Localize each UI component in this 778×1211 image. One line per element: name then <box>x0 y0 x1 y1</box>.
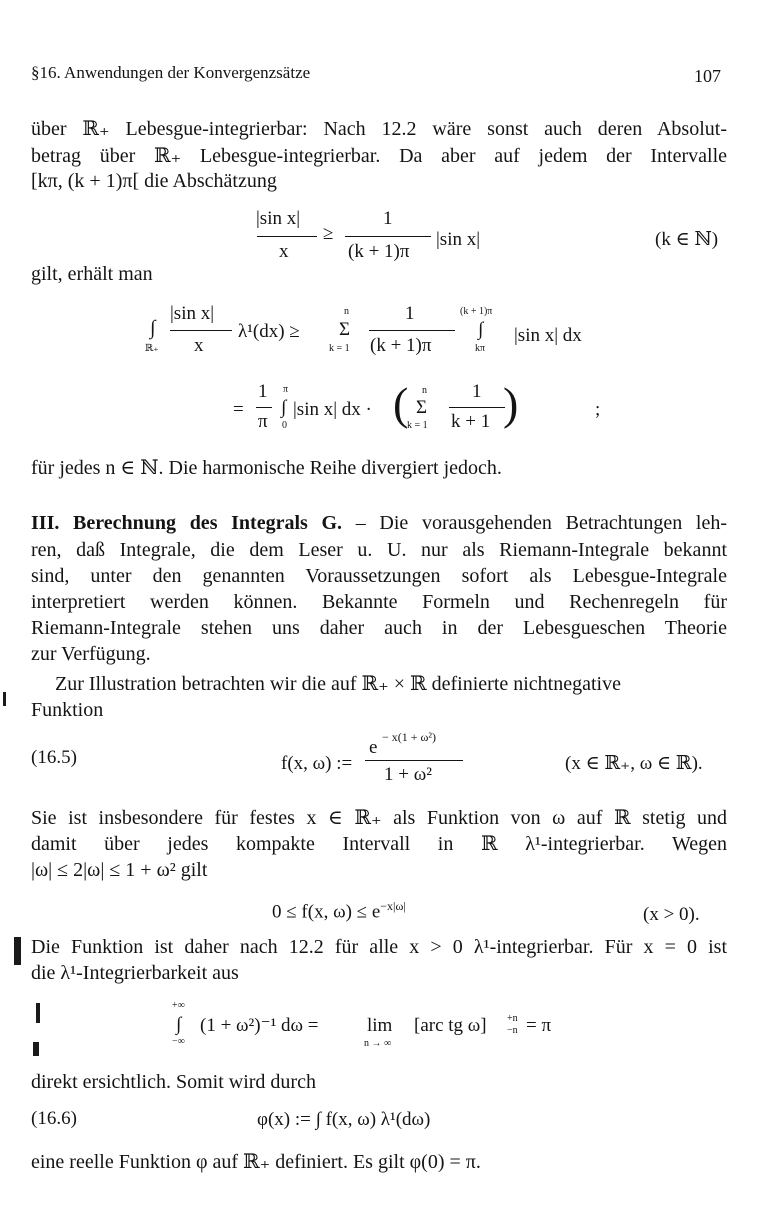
paren-close: ) <box>503 378 519 429</box>
fraction-bar <box>170 330 232 331</box>
text-line: über ℝ₊ Lebesgue-integrierbar: Nach 12.2 wäre sonst auch deren Absolut- <box>31 118 727 140</box>
text-line: ren, daß Integrale, die dem Leser u. U. nur als Riemann-Integrale bekannt <box>31 539 727 561</box>
bound-expression <box>272 899 406 924</box>
sum-lower-limit: k = 1 <box>407 420 428 431</box>
equals-sign: = <box>233 399 244 420</box>
integral-lower-limit: −∞ <box>172 1036 185 1047</box>
running-header-title: §16. Anwendungen der Konvergenzsätze <box>31 63 311 82</box>
section-text: – Die vorausgehenden Betrachtungen leh- <box>342 512 728 534</box>
fraction-bar <box>449 407 505 408</box>
trailing-semicolon: ; <box>595 399 601 420</box>
fraction-bar <box>365 760 463 761</box>
fraction-numerator: |sin x| <box>170 303 215 324</box>
equation-condition: (k ∈ ℕ) <box>655 229 719 250</box>
result-pi: = π <box>526 1015 552 1036</box>
sum-upper-limit: n <box>422 385 427 396</box>
bound-text: 0 ≤ f(x, ω) ≤ e <box>272 901 381 923</box>
sum-sign: Σ <box>416 397 428 418</box>
fraction-numerator: 1 <box>383 208 393 229</box>
bound-exponent: −x|ω| <box>380 899 406 913</box>
text-line: gilt, erhält man <box>31 263 153 285</box>
fraction-numerator: |sin x| <box>256 208 301 229</box>
fraction-denominator: x <box>194 335 204 356</box>
integral-lower-limit: 0 <box>282 420 287 431</box>
integral-upper-limit: (k + 1)π <box>460 306 493 317</box>
paren-open: ( <box>393 378 409 429</box>
phi-definition: φ(x) := ∫ f(x, ω) λ¹(dω) <box>257 1109 431 1130</box>
bracket-term: [arc tg ω] <box>414 1015 487 1036</box>
integral-upper-limit: +∞ <box>172 1000 185 1011</box>
text-line: damit über jedes kompakte Intervall in ℝ λ¹-integrierbar. Wegen <box>31 833 727 855</box>
fraction-denominator: π <box>258 411 268 432</box>
text-line: direkt ersichtlich. Somit wird durch <box>31 1071 316 1093</box>
text-line: Sie ist insbesondere für festes x ∈ ℝ₊ als Funktion von ω auf ℝ stetig und <box>31 807 727 829</box>
page-number: 107 <box>694 66 721 86</box>
exponent: − x(1 + ω²) <box>382 730 437 744</box>
scan-artifact <box>33 1042 39 1056</box>
scan-artifact <box>14 937 21 965</box>
text-line: Funktion <box>31 699 104 721</box>
sum-upper-limit: n <box>344 306 349 317</box>
section-heading-line <box>31 510 727 536</box>
equation-label: (16.5) <box>31 747 77 768</box>
integrand: |sin x| dx <box>514 325 582 346</box>
text-line: Riemann-Integrale stehen uns daher auch in der Lebesgueschen Theorie <box>31 617 727 639</box>
text-line: eine reelle Funktion φ auf ℝ₊ definiert. Es gilt φ(0) = π. <box>31 1151 481 1173</box>
fraction-bar <box>345 236 431 237</box>
text-line: Zur Illustration betrachten wir die auf ℝ₊ × ℝ definierte nichtnegative <box>55 673 621 695</box>
integral-sign: ∫ <box>176 1014 182 1035</box>
fraction-bar <box>369 330 455 331</box>
exponential-base: e <box>369 737 378 758</box>
sum-sign: Σ <box>339 319 351 340</box>
fraction-numerator: 1 <box>472 381 482 402</box>
fraction-denominator: k + 1 <box>451 411 491 432</box>
text-line: [kπ, (k + 1)π[ die Abschätzung <box>31 170 277 192</box>
text-line: die λ¹-Integrierbarkeit aus <box>31 962 239 984</box>
fraction-bar <box>257 236 317 237</box>
integrand: |sin x| dx · <box>293 399 372 420</box>
text-line: betrag über ℝ₊ Lebesgue-integrierbar. Da aber auf jedem der Intervalle <box>31 145 727 167</box>
integral-domain: ℝ₊ <box>145 343 159 354</box>
bracket-superscript: +n <box>507 1013 518 1024</box>
sum-lower-limit: k = 1 <box>329 343 350 354</box>
section-heading: III. Berechnung des Integrals G. <box>31 512 343 534</box>
equation-label: (16.6) <box>31 1108 77 1129</box>
expression-tail: |sin x| <box>436 229 481 250</box>
text-line: Die Funktion ist daher nach 12.2 für alle x > 0 λ¹-integrierbar. Für x = 0 ist <box>31 936 727 958</box>
fraction-denominator: x <box>279 241 289 262</box>
scan-artifact <box>36 1003 40 1023</box>
integral-upper-limit: π <box>283 384 289 395</box>
text-line: interpretiert werden können. Bekannte Formeln und Rechenregeln für <box>31 591 727 613</box>
integrand: (1 + ω²)⁻¹ dω = <box>200 1015 319 1036</box>
fraction-denominator: (k + 1)π <box>348 241 410 262</box>
integral-sign: ∫ <box>281 397 287 418</box>
relation-symbol: ≥ <box>323 223 334 244</box>
limit-subscript: n → ∞ <box>364 1038 392 1049</box>
integral-lower-limit: kπ <box>475 343 486 354</box>
limit-operator: lim <box>367 1015 393 1036</box>
fraction-denominator: (k + 1)π <box>370 335 432 356</box>
text-line: für jedes n ∈ ℕ. Die harmonische Reihe divergiert jedoch. <box>31 457 502 479</box>
fraction-numerator: 1 <box>405 303 415 324</box>
scan-artifact <box>3 692 6 706</box>
integral-sign: ∫ <box>150 317 156 339</box>
fraction-bar <box>256 407 272 408</box>
integral-sign: ∫ <box>478 319 484 340</box>
text-line: |ω| ≤ 2|ω| ≤ 1 + ω² gilt <box>31 859 208 881</box>
fraction-denominator: 1 + ω² <box>384 764 432 785</box>
equation-condition: (x > 0). <box>643 904 700 925</box>
equation-condition: (x ∈ ℝ₊, ω ∈ ℝ). <box>565 753 703 774</box>
measure-term: λ¹(dx) ≥ <box>238 321 300 342</box>
fraction-numerator: 1 <box>258 381 268 402</box>
function-definition-lhs: f(x, ω) := <box>281 753 353 774</box>
text-line: zur Verfügung. <box>31 643 151 665</box>
bracket-subscript: −n <box>507 1025 518 1036</box>
text-line: sind, unter den genannten Voraussetzungen sofort als Lebesgue-Integrale <box>31 565 727 587</box>
